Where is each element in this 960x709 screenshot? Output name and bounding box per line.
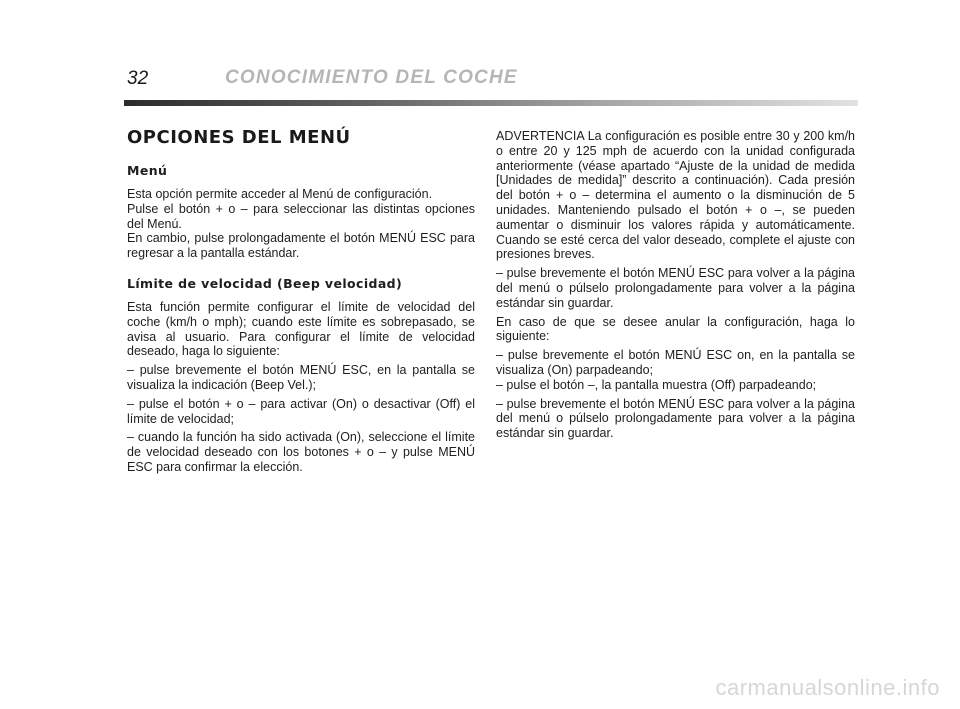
right-column bbox=[496, 129, 855, 445]
list-item: – pulse brevemente el botón MENÚ ESC, en la pantalla se visualiza la indicación (Beep Vel.); bbox=[127, 363, 475, 392]
warning-paragraph: ADVERTENCIA La configuración es posible entre 30 y 200 km/h o entre 20 y 125 mph de acuerdo con la unidad configurada anteriormente (véase apartado “Ajuste de la unidad de medida [Unidades de medida]” descrito a continuación). Cada presión del botón + o – determina el aumento o la disminución de 5 unidades. Manteniendo pulsado el botón + o –, se pueden aumentar o disminuir los valores rápida y automáticamente. Cuando se esté cerca del valor deseado, complete el ajuste con presiones breves. bbox=[496, 129, 855, 262]
header-rule bbox=[124, 100, 858, 106]
list-item: – pulse el botón + o – para activar (On) o desactivar (Off) el límite de velocidad; bbox=[127, 396, 475, 426]
paragraph: En cambio, pulse prolongadamente el botón MENÚ ESC para regresar a la pantalla estándar. bbox=[127, 231, 475, 261]
section-title: OPCIONES DEL MENÚ bbox=[127, 127, 351, 148]
left-column bbox=[127, 128, 475, 479]
list-item: – pulse brevemente el botón MENÚ ESC para volver a la página del menú o púlselo prolongadamente para volver a la página estándar sin guardar. bbox=[496, 266, 855, 310]
paragraph: En caso de que se desee anular la configuración, haga lo siguiente: bbox=[496, 314, 855, 344]
watermark: carmanualsonline.info bbox=[715, 675, 940, 700]
page-number: 32 bbox=[127, 68, 149, 89]
subheading-menu: Menú bbox=[127, 163, 168, 178]
list-item: – cuando la función ha sido activada (On), seleccione el límite de velocidad deseado con los botones + o – y pulse MENÚ ESC para confirmar la elección. bbox=[127, 430, 475, 474]
list-item: – pulse brevemente el botón MENÚ ESC on, en la pantalla se visualiza (On) parpadeando; bbox=[496, 348, 855, 377]
subheading-speed-limit: Límite de velocidad (Beep velocidad) bbox=[127, 275, 403, 291]
running-title: CONOCIMIENTO DEL COCHE bbox=[225, 67, 518, 88]
list-item: – pulse el botón –, la pantalla muestra (Off) parpadeando; bbox=[496, 377, 817, 392]
list-item: – pulse brevemente el botón MENÚ ESC para volver a la página del menú o púlselo prolongadamente para volver a la página estándar sin guardar. bbox=[496, 396, 855, 441]
paragraph: Esta opción permite acceder al Menú de configuración. bbox=[127, 187, 433, 201]
paragraph: Pulse el botón + o – para seleccionar las distintas opciones del Menú. bbox=[127, 201, 475, 231]
paragraph: Esta función permite configurar el límite de velocidad del coche (km/h o mph); cuando este límite es sobrepasado, se avisa al usuario. Para configurar el límite de velocidad deseado, haga lo siguiente: bbox=[127, 299, 475, 359]
